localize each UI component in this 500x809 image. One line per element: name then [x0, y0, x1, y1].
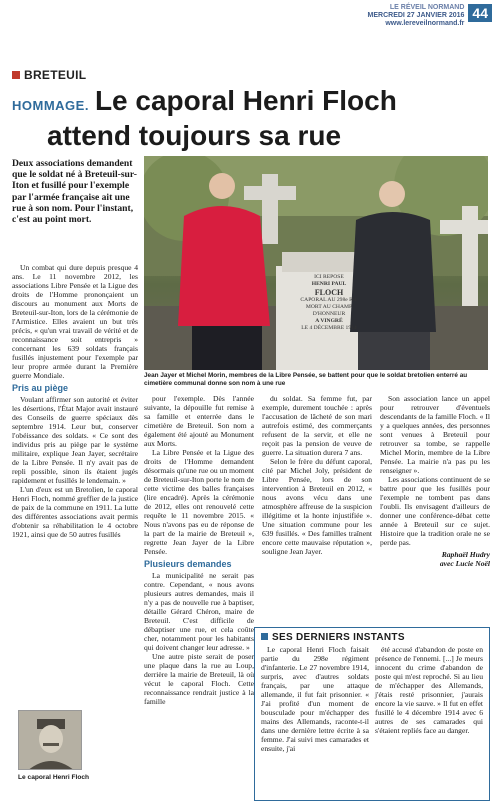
website-link[interactable]: www.lereveilnormand.fr	[385, 20, 465, 27]
plaque-line: MORT AU CHAMP D'HONNEUR	[305, 304, 353, 317]
paragraph: du soldat. Sa femme fut, par exemple, durement touchée : après l'accusation de lâcheté de son mari autrefois estimé, des commerçants refusent de la servir, et elle ne reçoit pas la pension de veuve de guerre. La situation durera 7 ans.	[262, 394, 372, 457]
co-author-name: avec Lucie Noël	[439, 559, 490, 568]
plaque-line: ICI REPOSE	[314, 274, 344, 280]
square-bullet-icon	[261, 633, 268, 640]
rubric-label: BRETEUIL	[24, 68, 87, 82]
article-column-4	[380, 394, 490, 568]
masthead	[368, 4, 492, 28]
paragraph: Selon le frère du défunt caporal, cité par Michel Joly, président de Libre Pensée, lors de son intervention à Breteuil en 2012, « nous avons vécu dans une atmosphère affreuse de la suspicion illégitime et la honte injustifiée ». Une situation commune pour les 639 fusillés. « Des familles traînent encore cette mauvaise réputation », souligne Jean Jayer.	[262, 457, 372, 556]
paragraph: Voulant affirmer son autorité et éviter les désertions, l'État Major avait instauré des Conseils de guerre spéciaux dès septembre 1914. Leur but, conserver l'obéissance des soldats. « Ce sont des individus pris au piège par le système militaire, explique Jean Jayer, secrétaire de la Libre Pensée. Il n'y avait pas de repli possible, sinon ils étaient jugés rapidement et fusillés le lendemain. »	[12, 395, 138, 485]
plaque-line: A VINGRÉ	[315, 318, 343, 324]
paragraph: Les associations continuent de se battre pour que les fusillés pour l'exemple ne tombent pas dans l'oubli. Ils envisagent d'ailleurs de donner une conférence-débat cette année à Breteuil sur ce sujet. Histoire que la tradition orale ne se perde pas.	[380, 475, 490, 547]
paragraph: L'un d'eux est un Bretolien, le caporal Henri Floch, nommé greffier de la justice de paix de la commune en 1911. La lutte des différentes associations avait permis d'obtenir sa réhabilitation le 4 octobre 1921, ainsi que de 50 autres fusillés	[12, 485, 138, 539]
cemetery-scene-illustration	[144, 156, 488, 370]
subheading: Plusieurs demandes	[144, 559, 232, 569]
author-name: Raphaël Hudry	[441, 550, 490, 559]
page-number: 44	[468, 4, 492, 22]
box-title-label: SES DERNIERS INSTANTS	[272, 632, 405, 643]
plaque-line: LE 4 DÉCEMBRE 1914	[301, 325, 357, 331]
article-headline	[12, 86, 492, 151]
paragraph: La Libre Pensée et la Ligue des droits de l'Homme demandent désormais qu'une rue ou un moment de Breteuil-sur-Iton porte le nom de cette victime des balles françaises (lire encadré). Après la cérémonie de 2012, elles ont renouvelé cette requête le 11 novembre 2015. « Nous n'avons pas eu de réponse de la part de la mairie de Breteuil », regrette Jean Jayer de la Libre Pensée.	[144, 448, 254, 556]
main-photo	[144, 156, 488, 370]
article-column-2	[144, 394, 254, 706]
plaque-line: HENRI PAUL	[311, 281, 347, 287]
paragraph: Un combat qui dure depuis presque 4 ans. Le 11 novembre 2012, les associations Libre Pensée et la Ligue des droits de l'Homme prononçaient un discours au monument aux Morts de Breteuil-sur-Iton, lors de la cérémonie de l'Armistice. Elles avaient un but très précis, « qu'un vrai travail de vérité et de reconnaissance soit entrepris » concernant les 639 soldats français fusillés injustement pour l'exemple par leur propre armée durant la Première guerre Mondiale.	[12, 263, 138, 380]
main-photo-caption: Jean Jayer et Michel Morin, membres de la Libre Pensée, se battent pour que le soldat bretolien enterré au cimetière communal donne son nom à une rue	[144, 372, 468, 387]
section-rubric	[12, 68, 86, 82]
grave-plaque	[290, 274, 368, 332]
author-signature	[380, 550, 490, 568]
soldier-portrait-illustration	[19, 711, 82, 770]
masthead-text	[368, 4, 469, 28]
newspaper-name: LE RÉVEIL NORMAND	[389, 4, 465, 11]
sidebar-box	[254, 627, 490, 801]
box-title	[255, 628, 489, 645]
box-column-right: été accusé d'abandon de poste en présence de l'ennemi. [...] Je meurs innocent du crime d'abandon de poste qui m'est reproché. Si au lieu de m'échapper des Allemands, j'étais resté prisonnier, j'aurais encore la vie sauve. » Il fut en effet fusillé le 4 décembre 1914 avec 6 autres de ses camarades qui s'étaient repliés face au danger.	[375, 645, 483, 735]
headline-line2: attend toujours sa rue	[47, 120, 342, 151]
headline-title	[12, 86, 492, 151]
square-bullet-icon	[12, 71, 20, 79]
issue-date: MERCREDI 27 JANVIER 2016	[367, 12, 465, 19]
headline-line1: Le caporal Henri Floch	[94, 85, 397, 116]
article-lead: Deux associations demandent que le soldat né à Breteuil-sur-Iton et fusillé pour l'exemple par l'armée française ait une rue à son nom. Pour l'instant, c'est au point mort.	[12, 158, 137, 226]
headline-kicker: HOMMAGE.	[12, 98, 89, 113]
article-column-1	[12, 263, 138, 539]
paragraph: Son association lance un appel pour retrouver d'éventuels descendants de la famille Floch. « Il y a quelques années, des personnes sont venues à Breteuil pour retrouver sa tombe, se rappelle Michel Morin, membre de la Libre Pensée. La mairie n'a pas pu les renseigner ».	[380, 394, 490, 475]
subheading: Pris au piège	[12, 383, 69, 393]
paragraph: pour l'exemple. Dès l'année suivante, la dépouille fut remise à sa famille et enterrée dans le cimetière de Breteuil. Son nom a également été ajouté au Monument aux Morts.	[144, 394, 254, 448]
plaque-line: CAPORAL AU 298e R.I.	[300, 297, 358, 303]
plaque-line: FLOCH	[314, 288, 344, 297]
portrait-caption: Le caporal Henri Floch	[18, 774, 90, 781]
paragraph: La municipalité ne serait pas contre. Cependant, « nous avons plusieurs autres demandes, mais il n'y a pas de nouvelle rue à baptiser, détaille Gérard Chéron, maire de Breteuil. C'est difficile de débaptiser une rue, et cela coûte cher, notamment pour les habitants qui doivent changer leur adresse. »	[144, 571, 254, 652]
portrait-photo	[18, 710, 82, 770]
box-column-left: Le caporal Henri Floch faisait partie du 298e régiment d'infanterie. Le 27 novembre 1914, surpris, avec d'autres soldats français, par une attaque allemande, il fut fait prisonnier. « J'ai profité d'un moment de bousculade pour m'échapper des mains des Allemands, raconte-t-il dans une dernière lettre écrite à sa femme. J'ai suivi mes camarades et ensuite, j'ai	[261, 645, 369, 753]
article-column-3	[262, 394, 372, 556]
box-columns	[255, 645, 489, 753]
paragraph: Une autre piste serait de poser une plaque dans la rue au Loup, derrière la mairie de Breteuil, là où vécut le caporal Floch. Cette reconnaissance rendrait justice à la famille	[144, 652, 254, 706]
